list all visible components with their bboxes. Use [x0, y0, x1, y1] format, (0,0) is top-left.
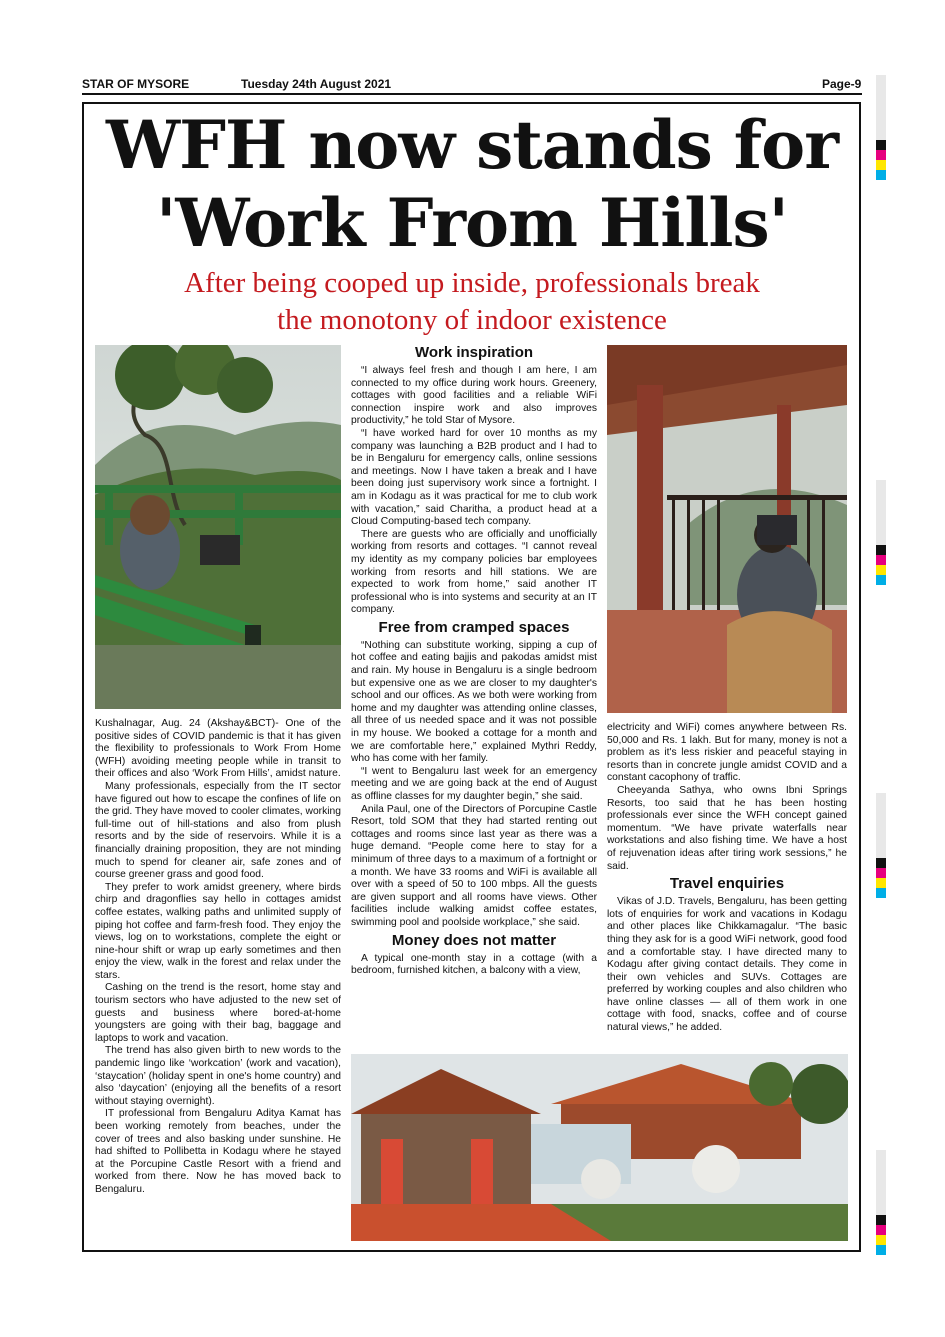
col1-paragraph: They prefer to work amidst greenery, where birds chirp and dragonflies say hello in cottages amidst coffee estates, walking paths and unlimited supply of piping hot coffee and farm-fresh food. They enjoy the views, log on to workstations, complete the eight or nine-hour shift or wrap up early sometimes and then enjoy the view, walk in the forest and relax under the stars.: [95, 881, 341, 981]
issue-date: Tuesday 24th August 2021: [241, 77, 392, 91]
subhead-travel-enquiries: Travel enquiries: [669, 875, 785, 893]
headline-line-2: 'Work From Hills': [156, 184, 788, 262]
cmyk-strip: [876, 75, 886, 180]
col2-paragraph: “I have worked hard for over 10 months as my company was launching a B2B product and I had to be in Bengaluru for emergency calls, online sessions and meetings. Now I have taken a break and I have been doing just supervisory work since a fortnight. I am in Kodagu as it was practical for me to club work with vacation,” said Charitha, a product head at a Cloud Computing-based tech company.: [351, 427, 597, 528]
col1-paragraph: Many professionals, especially from the IT sector have figured out how to escape the confines of life on the grid. They have moved to cooler climates, working full-time out of hill-stations and also from plush resorts and by the side of reservoirs. While it is a financially draining proposition, they are not minding much to spend for cleaner air, safe zones and of course greener grass and good food.: [95, 780, 341, 881]
column-1: [95, 718, 341, 1197]
col1-paragraph: IT professional from Bengaluru Aditya Kamat has been working remotely from beaches, under the cover of trees and also basking under sunshine. He had shifted to Pollibetta in Kodagu where he stayed at the Porcupine Castle Resort with a friend and worked from there. Now he has moved back to Bengaluru.: [95, 1108, 341, 1195]
col2-paragraph: There are guests who are officially and unofficially working from resorts and cottages. “I cannot reveal my identity as my company policies bar employees working from resorts and hill stations. We are expected to work from home,” said another IT professional who is into systems and security at an IT company.: [351, 528, 597, 616]
col2-paragraph: Anila Paul, one of the Directors of Porcupine Castle Resort, told SOM that they had started renting out cottages and rooms since last year as there was a huge demand. “People come here to stay for a minimum of three days to a maximum of a fortnight or a month. We have 33 rooms and WiFi is available all over with a speed of 50 to 100 mbps. All the guests are given support and all rooms have views. Other facilities include walking amidst coffee estates, swimming pool and poolside workplace,” she said.: [351, 803, 597, 928]
col3-paragraph: Cheeyanda Sathya, who owns Ibni Springs Resorts, too said that he has been hosting professionals ever since the WFH concept gained momentum. “We have private waterfalls near workstations and also fishing time. We have a host of rejuvenation ideas after tiring work sessions,” he said.: [607, 784, 847, 872]
cmyk-strip: [876, 480, 886, 585]
subheadline-line-2: the monotony of indoor existence: [277, 304, 667, 336]
col1-paragraph: The trend has also given birth to new words to the pandemic lingo like ‘workcation’ (work and vacation), ‘staycation’ (holiday spent in one's home country) and also ‘daycation’ (enjoying all the benefits of a resort without staying overnight).: [95, 1045, 341, 1107]
column-2: [351, 342, 597, 978]
photo-man-on-verandah: [607, 345, 847, 713]
cmyk-strip: [876, 793, 886, 898]
col3-paragraph: electricity and WiFi) comes anywhere between Rs. 50,000 and Rs. 1 lakh. But for many, money is not a problem as it's less riskier and peaceful staying in resorts than in concrete jungle amidst COVID and a constant cacophony of traffic.: [607, 722, 847, 784]
cmyk-strip: [876, 1150, 886, 1255]
subhead-cramped-spaces: Free from cramped spaces: [378, 618, 570, 636]
header-rule: [82, 93, 862, 95]
paper-name: STAR OF MYSORE: [82, 77, 190, 91]
col1-paragraph: Kushalnagar, Aug. 24 (Akshay&BCT)- One of the positive sides of COVID pandemic is that it has given the flexibility to professionals to Work From Home (WFH) avoiding meeting people while in transit to their offices and also ‘Work From Hills’, amidst nature.: [95, 718, 341, 780]
headline-line-1: WFH now stands for: [106, 106, 838, 184]
column-3: [607, 722, 847, 1035]
col3-paragraph: Vikas of J.D. Travels, Bengaluru, has been getting lots of enquiries for work and vacations in Kodagu and other places like Chikkamagalur. “The basic thing they ask for is a good WiFi network, good food and a comfortable stay. I have directed many to Kodagu after giving contact details. They come in their own vehicles and SUVs. Cottages are preferred by working couples and also children who have online classes — all of them work in one cottage with food, snacks, coffee and of course natural views,” he added.: [607, 896, 847, 1034]
photo-resort: [351, 1054, 848, 1241]
subheadline-line-1: After being cooped up inside, professionals break: [184, 267, 760, 299]
page-number: Page-9: [822, 77, 862, 91]
col1-paragraph: Cashing on the trend is the resort, home stay and tourism sectors who have adjusted to the new set of guests and business where bored-at-home youngsters are going with their bag, baggage and laptops to work and vacation.: [95, 982, 341, 1044]
col2-paragraph: “I went to Bengaluru last week for an emergency meeting and we are going back at the end of August as offline classes for my daughter begin,” she said.: [351, 765, 597, 802]
col2-paragraph: “Nothing can substitute working, sipping a cup of hot coffee and eating bajjis and pakodas amidst mist and rain. My house in Bengaluru is a single bedroom but expensive one as we are closer to my daughter's school and our offices. As we both were working from home and my daughter was attending online classes, all three of us needed space and it was not possible in my house. We booked a cottage for a month and we are comfortable here,” explained Mythri Reddy, who has come with her family.: [351, 639, 597, 765]
col2-paragraph: “I always feel fresh and though I am here, I am connected to my office during work hours. Greenery, cottages with good facilities and a reliable WiFi connection inspire work and also improves productivity,” he told Star of Mysore.: [351, 365, 597, 427]
col2-paragraph: A typical one-month stay in a cottage (with a bedroom, furnished kitchen, a balcony with a view,: [351, 952, 597, 977]
subhead-money: Money does not matter: [391, 931, 557, 949]
subhead-work-inspiration: Work inspiration: [414, 344, 534, 361]
photo-man-on-bench: [95, 345, 341, 709]
